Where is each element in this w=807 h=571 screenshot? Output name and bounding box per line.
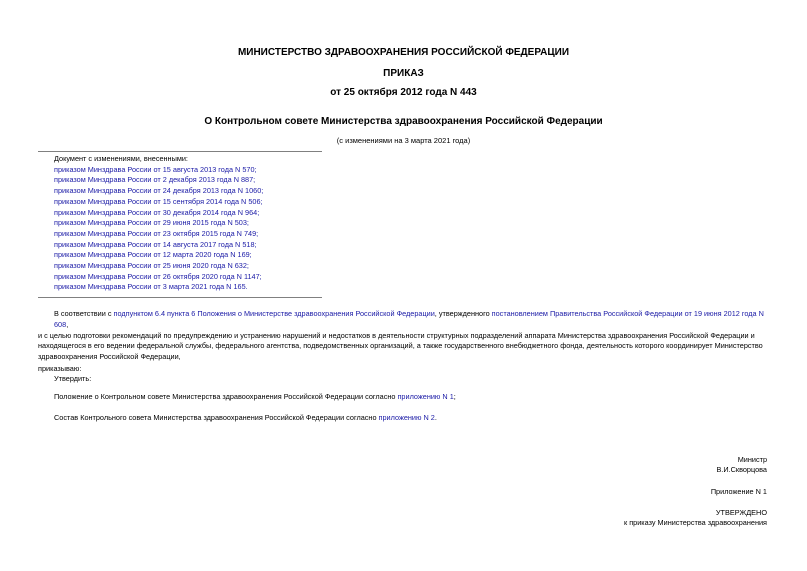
preamble-line: и с целью подготовки рекомендаций по предупреждению и устранению нарушений и недостатков в деятельности структурных подразделений аппарата Министерства здравоохранения Российской Федерации и xyxy=(38,330,755,340)
divider-bottom xyxy=(38,297,322,298)
preamble-text: , утвержденного xyxy=(434,309,492,318)
change-link[interactable]: приказом Минздрава России от 26 октября 2020 года N 1147; xyxy=(54,271,262,281)
appendix-2-link[interactable]: приложению N 2 xyxy=(378,413,435,422)
item-text: Состав Контрольного совета Министерства здравоохранения Российской Федерации согласно xyxy=(54,413,379,422)
date-number-heading: от 25 октября 2012 года N 443 xyxy=(330,87,477,98)
change-link[interactable]: приказом Минздрава России от 14 августа 2017 года N 518; xyxy=(54,239,257,249)
preamble-paragraph xyxy=(38,309,768,363)
order-word: приказываю: xyxy=(38,364,82,373)
change-link[interactable]: приказом Минздрава России от 29 июня 2015 года N 503; xyxy=(54,218,249,228)
preamble-text: В соответствии с xyxy=(54,309,114,318)
preamble-text: , xyxy=(66,319,69,329)
change-link[interactable]: приказом Минздрава России от 30 декабря 2014 года N 964; xyxy=(54,207,260,217)
approve-label: Утвердить: xyxy=(54,374,92,383)
approved-stamp: УТВЕРЖДЕНО xyxy=(715,508,767,517)
change-link[interactable]: приказом Минздрава России от 3 марта 2021 года N 165. xyxy=(54,282,248,292)
changes-list xyxy=(54,154,263,293)
change-link[interactable]: приказом Минздрава России от 15 августа 2013 года N 570; xyxy=(54,164,257,174)
document-title: О Контрольном совете Министерства здравоохранения Российской Федерации xyxy=(204,116,603,127)
preamble-line: здравоохранения Российской Федерации, xyxy=(38,352,181,362)
appendix-1-link[interactable]: приложению N 1 xyxy=(397,392,454,401)
doc-type-heading: ПРИКАЗ xyxy=(383,68,424,79)
approve-item-2 xyxy=(54,413,437,424)
changes-intro: Документ с изменениями, внесенными: xyxy=(54,154,188,163)
change-link[interactable]: приказом Минздрава России от 15 сентября 2014 года N 506; xyxy=(54,196,263,206)
regulation-link[interactable]: подпунктом 6.4 пункта 6 Положения о Министерстве здравоохранения Российской Федерации xyxy=(113,309,435,318)
signature-position: Министр xyxy=(737,455,767,464)
ministry-heading: МИНИСТЕРСТВО ЗДРАВООХРАНЕНИЯ РОССИЙСКОЙ ФЕДЕРАЦИИ xyxy=(237,47,570,58)
appendix-label: Приложение N 1 xyxy=(710,487,767,496)
change-link[interactable]: приказом Минздрава России от 12 марта 2020 года N 169; xyxy=(54,250,252,260)
item-text: Положение о Контрольном совете Министерства здравоохранения Российской Федерации согласно xyxy=(54,392,398,401)
item-text: . xyxy=(434,413,437,422)
resolution-link[interactable]: постановлением Правительства Российской Федерации от 19 июня 2012 года N 608 xyxy=(54,309,764,329)
preamble-line: находящегося в его ведении федеральной службы, федерального агентства, подведомственных организаций, а также государственного внебюджетного фонда, деятельность которого координирует Министерство xyxy=(38,341,763,351)
divider-top xyxy=(38,151,322,152)
revision-note: (с изменениями на 3 марта 2021 года) xyxy=(336,136,471,145)
appendix-to-order: к приказу Министерства здравоохранения xyxy=(623,518,767,527)
change-link[interactable]: приказом Минздрава России от 25 июня 2020 года N 632; xyxy=(54,261,249,271)
change-link[interactable]: приказом Минздрава России от 23 октября 2015 года N 749; xyxy=(54,228,259,238)
item-text: ; xyxy=(453,392,456,401)
change-link[interactable]: приказом Минздрава России от 2 декабря 2013 года N 887; xyxy=(54,175,256,185)
signature-name: В.И.Скворцова xyxy=(716,465,767,474)
change-link[interactable]: приказом Минздрава России от 24 декабря 2013 года N 1060; xyxy=(54,186,264,196)
approve-item-1 xyxy=(54,392,456,403)
